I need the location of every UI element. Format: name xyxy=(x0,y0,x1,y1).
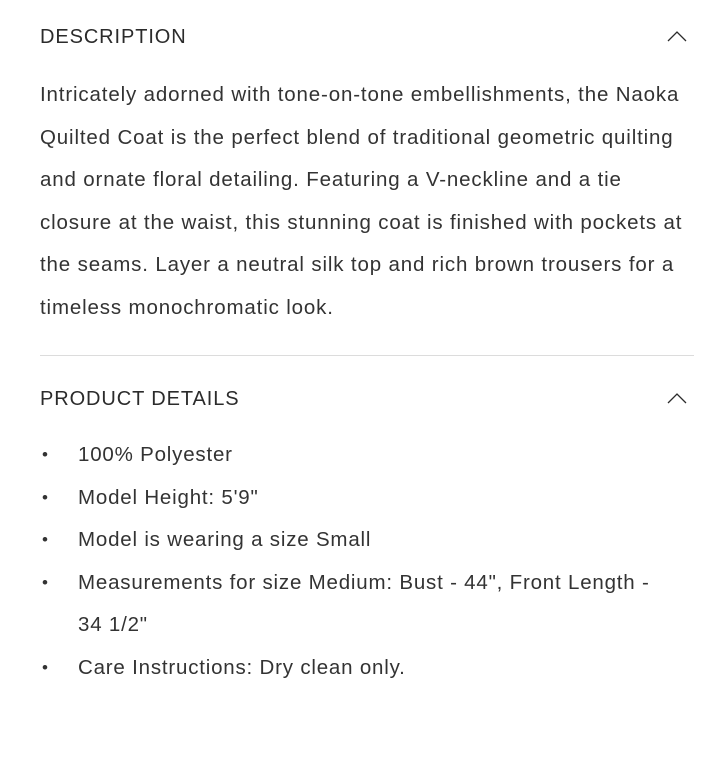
description-text: Intricately adorned with tone-on-tone embellishments, the Naoka Quilted Coat is the perfect blend of traditional geometric quilting and ornate floral detailing. Featuring a V-neckline and a tie closure at the waist, this stunning coat is finished with pockets at the seams. Layer a neutral silk top and rich brown trousers for a timeless monochromatic look. xyxy=(40,83,683,319)
bullet-icon: • xyxy=(42,445,49,464)
product-details-section-header[interactable] xyxy=(40,384,694,414)
list-item xyxy=(40,434,680,477)
list-item xyxy=(40,477,680,520)
product-details-list xyxy=(40,414,694,689)
list-item-label: Model Height: 5'9" xyxy=(78,485,259,509)
product-details-title: PRODUCT DETAILS xyxy=(40,388,240,410)
list-item xyxy=(40,647,680,690)
bullet-icon: • xyxy=(42,487,49,507)
product-details-section xyxy=(40,356,694,689)
bullet-icon: • xyxy=(42,572,49,592)
list-item xyxy=(40,519,680,562)
list-item xyxy=(40,562,680,647)
description-section xyxy=(40,0,694,329)
list-item-label: Measurements for size Medium: Bust - 44", Front Length - 34 1/2" xyxy=(78,570,650,636)
chevron-up-icon[interactable] xyxy=(662,384,692,414)
list-item-label: Care Instructions: Dry clean only. xyxy=(78,655,406,679)
bullet-icon: • xyxy=(42,657,49,677)
bullet-icon: • xyxy=(42,530,49,549)
chevron-up-icon[interactable] xyxy=(662,22,692,52)
description-title: DESCRIPTION xyxy=(40,26,187,48)
description-section-header[interactable] xyxy=(40,22,694,52)
list-item-label: 100% Polyester xyxy=(78,443,233,466)
list-item-label: Model is wearing a size Small xyxy=(78,528,372,551)
